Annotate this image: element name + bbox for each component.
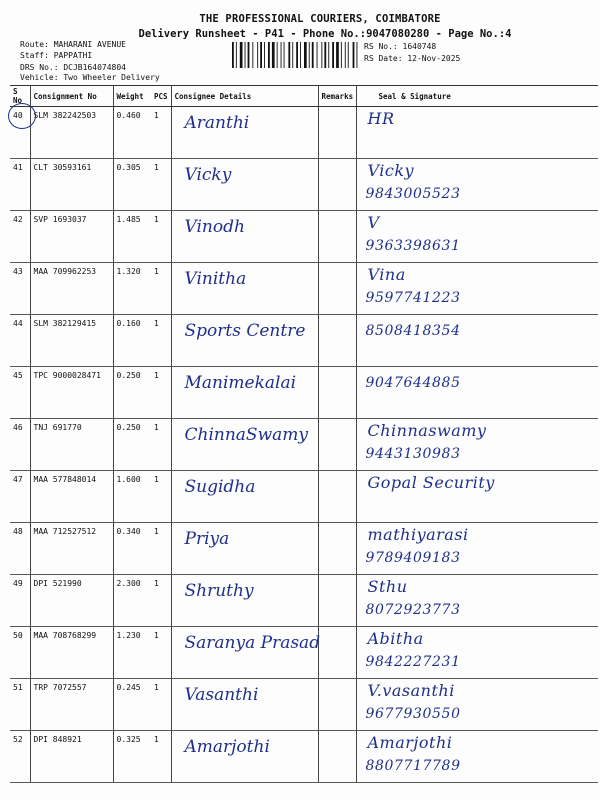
cell-signature [356, 471, 598, 523]
cell-weight: 0.245 [113, 679, 151, 731]
cell-weight: 0.305 [113, 159, 151, 211]
handwritten-name: Sugidha [184, 477, 256, 497]
cell-consignment: MAA 712527512 [30, 523, 113, 575]
table-row [10, 419, 598, 471]
cell-consignment: TRP 7072557 [30, 679, 113, 731]
rs-date: RS Date: 12-Nov-2025 [364, 53, 461, 63]
cell-signature [356, 627, 598, 679]
cell-weight: 0.325 [113, 731, 151, 783]
cell-signature [356, 731, 598, 783]
handwritten-phone: 9443130983 [365, 446, 461, 462]
table-row [10, 523, 598, 575]
cell-sno: 51 [10, 679, 30, 731]
table-row [10, 315, 598, 367]
cell-sno: 43 [10, 263, 30, 315]
cell-consignee [171, 471, 318, 523]
cell-weight: 0.250 [113, 367, 151, 419]
cell-pcs: 1 [151, 419, 171, 471]
cell-pcs: 1 [151, 315, 171, 367]
table-row [10, 575, 598, 627]
rs-info [364, 42, 460, 64]
handwritten-phone: 9789409183 [365, 550, 461, 566]
cell-signature [356, 419, 598, 471]
table-row [10, 367, 598, 419]
cell-signature [356, 315, 598, 367]
col-header-consignment: Consignment No [30, 86, 113, 107]
cell-consignment: TNJ 691770 [30, 419, 113, 471]
handwritten-name: Saranya Prasad [184, 633, 321, 653]
cell-weight: 0.250 [113, 419, 151, 471]
cell-consignment: TPC 9000028471 [30, 367, 113, 419]
table-row [10, 211, 598, 263]
table-row [10, 159, 598, 211]
route-info [20, 40, 126, 74]
cell-sno: 44 [10, 315, 30, 367]
cell-consignment: MAA 708768299 [30, 627, 113, 679]
col-header-weight: Weight [113, 86, 151, 107]
cell-sno: 50 [10, 627, 30, 679]
cell-consignee [171, 315, 318, 367]
handwritten-phone: 9597741223 [365, 290, 461, 306]
cell-weight: 1.320 [113, 263, 151, 315]
handwritten-phone: 9842227231 [365, 654, 461, 670]
handwritten-phone: 8072923773 [365, 602, 461, 618]
table-row [10, 627, 598, 679]
cell-consignee [171, 523, 318, 575]
handwritten-name: ChinnaSwamy [184, 425, 308, 445]
table-row [10, 107, 598, 159]
handwritten-name: Shruthy [184, 581, 254, 601]
staff-line: Staff: PAPPATHI [20, 50, 93, 60]
cell-consignment: SLM 382129415 [30, 315, 113, 367]
route-line: Route: MAHARANI AVENUE [20, 40, 126, 49]
cell-pcs: 1 [151, 211, 171, 263]
handwritten-name: Amarjothi [184, 737, 270, 757]
cell-weight: 0.340 [113, 523, 151, 575]
barcode-image [232, 42, 360, 68]
cell-pcs: 1 [151, 523, 171, 575]
col-header-pcs: PCS [151, 86, 171, 107]
cell-consignee [171, 679, 318, 731]
cell-consignment: SVP 1693037 [30, 211, 113, 263]
table-row [10, 263, 598, 315]
cell-consignee [171, 575, 318, 627]
cell-consignee [171, 211, 318, 263]
cell-sno: 45 [10, 367, 30, 419]
handwritten-name: Vasanthi [184, 685, 259, 705]
handwritten-signature: mathiyarasi [367, 525, 469, 544]
handwritten-phone: 9363398631 [365, 238, 461, 254]
cell-consignment: DPI 521990 [30, 575, 113, 627]
handwritten-signature: HR [367, 109, 395, 128]
cell-pcs: 1 [151, 263, 171, 315]
cell-pcs: 1 [151, 731, 171, 783]
cell-pcs: 1 [151, 627, 171, 679]
handwritten-name: Vinitha [184, 269, 247, 289]
handwritten-name: Vinodh [184, 217, 245, 237]
handwritten-phone: 8807717789 [365, 758, 461, 774]
cell-sno: 52 [10, 731, 30, 783]
cell-consignee [171, 367, 318, 419]
cell-signature [356, 367, 598, 419]
table-row [10, 731, 598, 783]
cell-sno: 40 [10, 107, 30, 159]
handwritten-phone: 9677930550 [365, 706, 461, 722]
cell-sno: 46 [10, 419, 30, 471]
cell-pcs: 1 [151, 471, 171, 523]
cell-consignment: CLT 30593161 [30, 159, 113, 211]
col-header-remarks: Remarks [318, 86, 356, 107]
handwritten-name: Aranthi [184, 113, 250, 133]
cell-weight: 2.300 [113, 575, 151, 627]
cell-consignment: MAA 577848014 [30, 471, 113, 523]
handwritten-phone: 8508418354 [365, 323, 461, 339]
handwritten-name: Manimekalai [184, 373, 297, 393]
cell-pcs: 1 [151, 107, 171, 159]
handwritten-signature: Vicky [367, 161, 415, 180]
handwritten-signature: Abitha [367, 629, 424, 648]
cell-signature [356, 575, 598, 627]
cell-signature [356, 679, 598, 731]
table-header [10, 86, 598, 107]
cell-weight: 1.485 [113, 211, 151, 263]
cell-consignment: MAA 709962253 [30, 263, 113, 315]
handwritten-name: Vicky [184, 165, 232, 185]
table-row [10, 679, 598, 731]
cell-signature [356, 107, 598, 159]
col-header-sno: S No [10, 86, 30, 107]
company-title: THE PROFESSIONAL COURIERS, COIMBATORE [199, 13, 441, 25]
cell-sno: 41 [10, 159, 30, 211]
cell-pcs: 1 [151, 367, 171, 419]
handwritten-signature: V.vasanthi [367, 681, 455, 700]
delivery-table [10, 85, 598, 774]
cell-sno: 42 [10, 211, 30, 263]
cell-sno: 47 [10, 471, 30, 523]
cell-weight: 1.600 [113, 471, 151, 523]
table-row [10, 471, 598, 523]
runsheet-subtitle: Delivery Runsheet - P41 - Phone No.:9047080280 - Page No.:4 [138, 28, 512, 40]
cell-consignee [171, 159, 318, 211]
cell-signature [356, 159, 598, 211]
drs-line: DRS No.: DCJB164074804 [20, 63, 126, 72]
cell-weight: 1.230 [113, 627, 151, 679]
handwritten-signature: Chinnaswamy [367, 421, 487, 440]
cell-consignee [171, 731, 318, 783]
cell-signature [356, 263, 598, 315]
handwritten-signature: Gopal Security [367, 473, 495, 492]
vehicle-line: Vehicle: Two Wheeler Delivery [20, 73, 160, 82]
cell-consignee [171, 263, 318, 315]
cell-sno: 48 [10, 523, 30, 575]
cell-consignment: SLM 382242503 [30, 107, 113, 159]
col-header-details: Consignee Details [171, 86, 318, 107]
cell-consignee [171, 107, 318, 159]
cell-pcs: 1 [151, 679, 171, 731]
cell-signature [356, 523, 598, 575]
handwritten-signature: V [367, 213, 380, 232]
handwritten-name: Sports Centre [184, 321, 306, 341]
cell-pcs: 1 [151, 575, 171, 627]
cell-pcs: 1 [151, 159, 171, 211]
cell-sno: 49 [10, 575, 30, 627]
handwritten-phone: 9843005523 [365, 186, 461, 202]
cell-weight: 0.160 [113, 315, 151, 367]
cell-signature [356, 211, 598, 263]
cell-consignee [171, 419, 318, 471]
handwritten-signature: Sthu [367, 577, 408, 596]
handwritten-phone: 9047644885 [365, 375, 461, 391]
rs-number: RS No.: 1640748 [364, 42, 437, 51]
cell-consignment: DPI 848921 [30, 731, 113, 783]
cell-consignee [171, 627, 321, 679]
handwritten-name: Priya [184, 529, 230, 549]
cell-weight: 0.460 [113, 107, 151, 159]
col-header-seal: Seal & Signature [356, 86, 598, 107]
handwritten-signature: Vina [367, 265, 406, 284]
handwritten-signature: Amarjothi [367, 733, 453, 752]
